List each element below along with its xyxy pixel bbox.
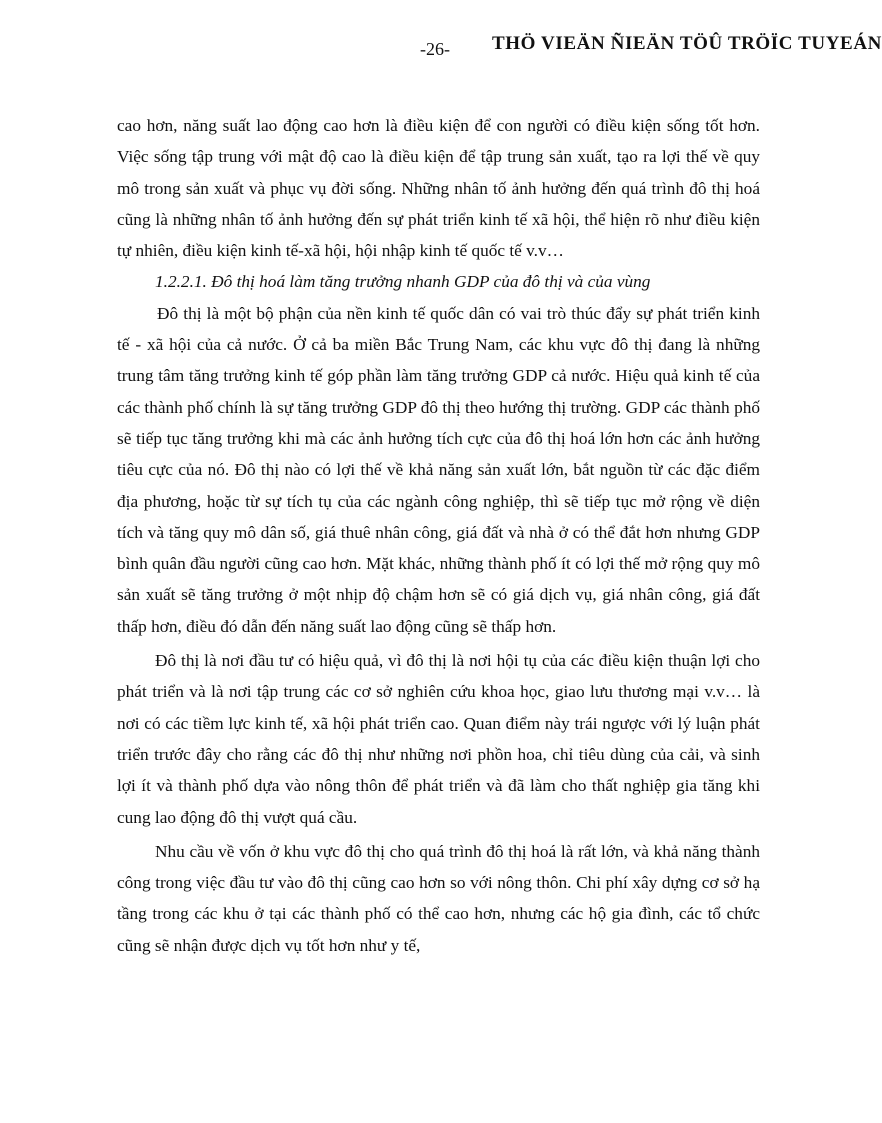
paragraph-3: Đô thị là nơi đầu tư có hiệu quả, vì đô thị là nơi hội tụ của các điều kiện thuận lợi cho phát triển và là nơi tập trung các cơ sở nghiên cứu khoa học, giao lưu thương mại v.v… là nơi có các tiềm lực kinh tế, xã hội phát triển cao. Quan điểm này trái ngược với lý luận phát triển trước đây cho rằng các đô thị như những nơi phồn hoa, chỉ tiêu dùng của cải, và sinh lợi ít và thành phố dựa vào nông thôn để phát triển và đã làm cho thất nghiệp gia tăng khi cung lao động đô thị vượt quá cầu.	[117, 651, 760, 827]
document-body	[117, 110, 760, 961]
section-subheading: 1.2.2.1. Đô thị hoá làm tăng trưởng nhanh GDP của đô thị và của vùng	[155, 272, 651, 292]
page-number: -26-	[420, 39, 450, 59]
page-header	[0, 33, 882, 63]
library-title: THÖ VIEÄN ÑIEÄN TÖÛ TRÖÏC TUYEÁN	[492, 33, 882, 54]
paragraph-4: Nhu cầu về vốn ở khu vực đô thị cho quá trình đô thị hoá là rất lớn, và khả năng thành công trong việc đầu tư vào đô thị cũng cao hơn so với nông thôn. Chi phí xây dựng cơ sở hạ tầng trong các khu ở tại các thành phố có thể cao hơn, nhưng các hộ gia đình, các tổ chức cũng sẽ nhận được dịch vụ tốt hơn như y tế,	[117, 841, 760, 955]
paragraph-2: Đô thị là một bộ phận của nền kinh tế quốc dân có vai trò thúc đẩy sự phát triển kinh tế - xã hội của cả nước. Ở cả ba miền Bắc Trung Nam, các khu vực đô thị đang là những trung tâm tăng trưởng kinh tế góp phần làm tăng trưởng GDP cả nước. Hiệu quả kinh tế của các thành phố chính là sự tăng trưởng GDP đô thị theo hướng thị trường. GDP các thành phố sẽ tiếp tục tăng trưởng khi mà các ảnh hưởng tích cực của đô thị hoá lớn hơn các ảnh hưởng tiêu cực của nó. Đô thị nào có lợi thế về khả năng sản xuất lớn, bắt nguồn từ các đặc điểm địa phương, hoặc từ sự tích tụ của các ngành công nghiệp, thì sẽ tiếp tục mở rộng về diện tích và tăng quy mô dân số, giá thuê nhân công, giá đất và nhà ở có thể đắt hơn nhưng GDP bình quân đầu người cũng cao hơn. Mặt khác, những thành phố ít có lợi thế mở rộng quy mô sản xuất sẽ tăng trưởng ở một nhịp độ chậm hơn sẽ có giá dịch vụ, giá nhân công, giá đất thấp hơn, điều đó dẫn đến năng suất lao động cũng sẽ thấp hơn.	[117, 303, 760, 636]
paragraph-1: cao hơn, năng suất lao động cao hơn là điều kiện để con người có điều kiện sống tốt hơn. Việc sống tập trung với mật độ cao là điều kiện để tập trung sản xuất, tạo ra lợi thế về quy mô trong sản xuất và phục vụ đời sống. Những nhân tố ảnh hưởng đến quá trình đô thị hoá cũng là những nhân tố ảnh hưởng đến sự phát triển kinh tế xã hội, thể hiện rõ như điều kiện tự nhiên, điều kiện kinh tế-xã hội, hội nhập kinh tế quốc tế v.v…	[117, 116, 760, 261]
